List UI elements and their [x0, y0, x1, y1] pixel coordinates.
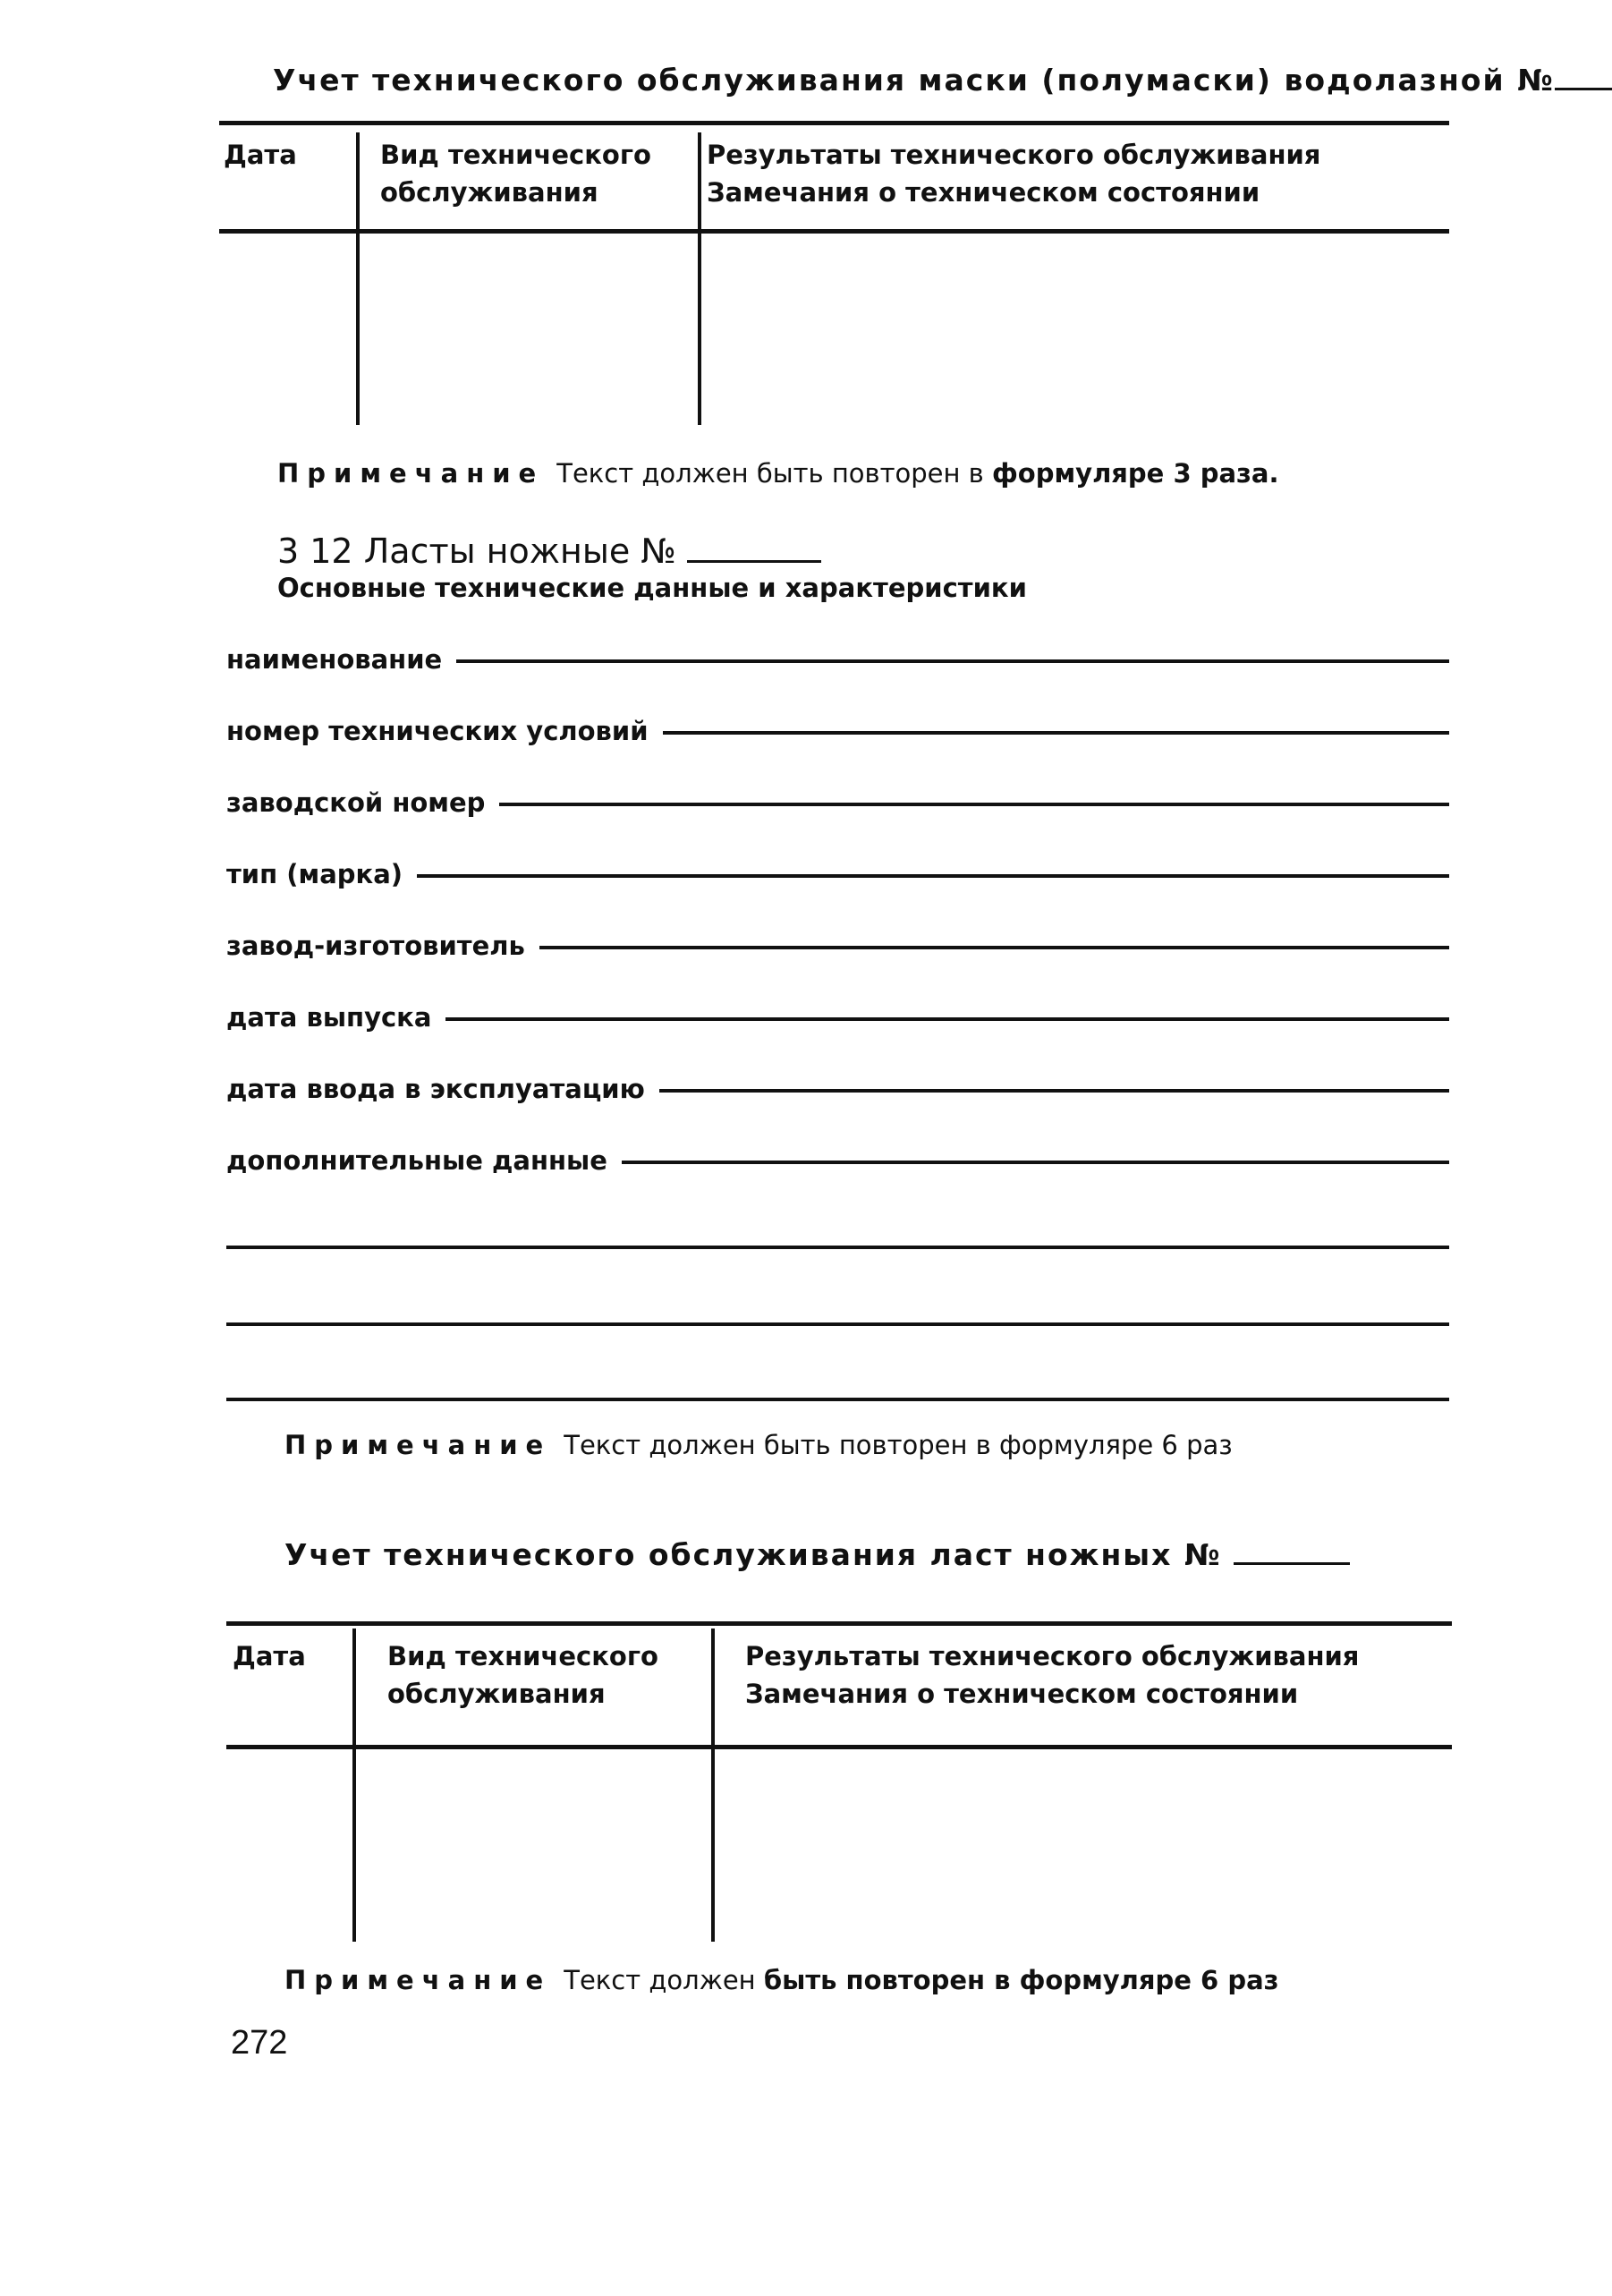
field-line[interactable]	[659, 1089, 1449, 1093]
extra-line[interactable]	[226, 1322, 1449, 1326]
field-line[interactable]	[539, 946, 1449, 949]
table1-divider-2	[698, 132, 701, 425]
section-subtitle: Основные технические данные и характеристики	[277, 573, 1027, 603]
field-release-date[interactable]: дата выпуска	[226, 1002, 1449, 1033]
table1-col-date: Дата	[224, 140, 297, 170]
field-additional-data[interactable]: дополнительные данные	[226, 1145, 1449, 1176]
table2-col-results: Результаты технического обслуживания Замечания о техническом состоянии	[745, 1641, 1360, 1709]
table2-header-rule	[226, 1745, 1452, 1749]
table1-col-results: Результаты технического обслуживания Замечания о техническом состоянии	[707, 140, 1321, 208]
field-name[interactable]: наименование	[226, 644, 1449, 675]
field-manufacturer[interactable]: завод-изготовитель	[226, 931, 1449, 961]
field-line[interactable]	[499, 803, 1449, 806]
field-type[interactable]: тип (марка)	[226, 859, 1449, 889]
table1-note: Примечание Текст должен быть повторен в формуляре 3 раза.	[277, 458, 1279, 489]
field-commission-date[interactable]: дата ввода в эксплуатацию	[226, 1074, 1449, 1104]
number-blank[interactable]	[687, 560, 821, 563]
number-blank[interactable]	[1555, 88, 1612, 90]
table2-col-date: Дата	[233, 1641, 306, 1671]
field-line[interactable]	[417, 874, 1449, 878]
page-number: 272	[231, 2024, 288, 2062]
table2-note: Примечание Текст должен быть повторен в формуляре 6 раз	[284, 1965, 1279, 1995]
table1-top-rule	[219, 121, 1449, 125]
table1-divider-1	[356, 132, 360, 425]
field-spec-number[interactable]: номер технических условий	[226, 716, 1449, 746]
table1-title: Учет технического обслуживания маски (полумаски) водолазной №	[273, 63, 1612, 98]
table2-divider-2	[711, 1628, 715, 1942]
number-blank[interactable]	[1234, 1562, 1350, 1565]
field-serial-number[interactable]: заводской номер	[226, 787, 1449, 818]
table2-title: Учет технического обслуживания ласт ножных №	[284, 1537, 1350, 1572]
extra-line[interactable]	[226, 1398, 1449, 1401]
field-line[interactable]	[622, 1161, 1449, 1164]
table2-col-kind: Вид технического обслуживания	[387, 1641, 658, 1709]
section-title: 3 12 Ласты ножные №	[277, 531, 821, 571]
table2-top-rule	[226, 1621, 1452, 1626]
section-note: Примечание Текст должен быть повторен в формуляре 6 раз	[284, 1430, 1233, 1460]
table2-divider-1	[352, 1628, 356, 1942]
extra-line[interactable]	[226, 1246, 1449, 1249]
field-line[interactable]	[663, 731, 1449, 735]
field-line[interactable]	[456, 659, 1449, 663]
table1-header-rule	[219, 229, 1449, 234]
table1-col-kind: Вид технического обслуживания	[380, 140, 651, 208]
field-line[interactable]	[445, 1017, 1449, 1021]
